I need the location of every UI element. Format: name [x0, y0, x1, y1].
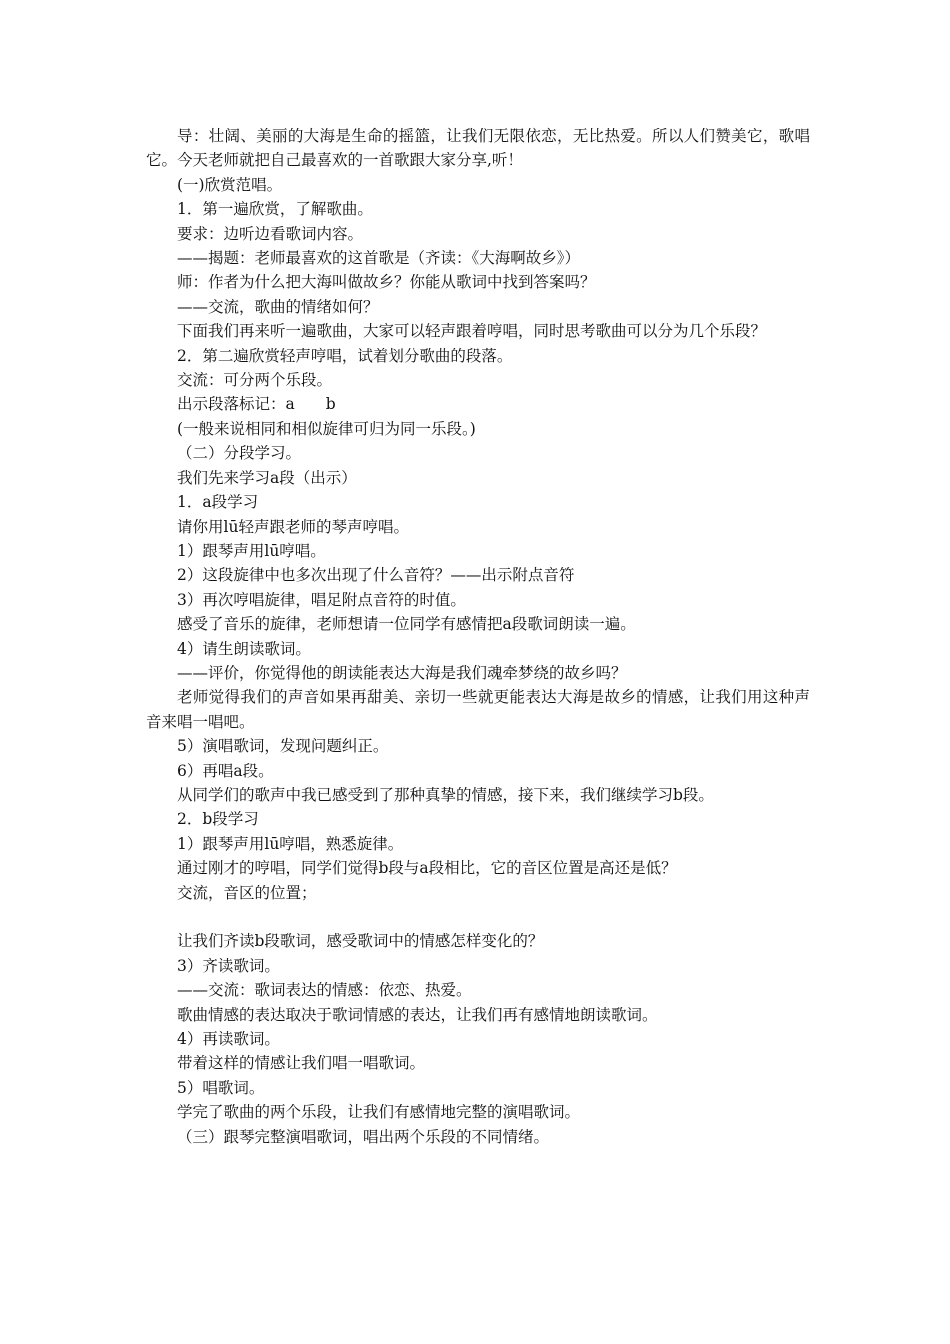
list-item: 4）再读歌词。 — [177, 1030, 280, 1049]
list-item: 1）跟琴声用lū哼唱，熟悉旋律。 — [177, 834, 404, 853]
paragraph: ——评价，你觉得他的朗读能表达大海是我们魂牵梦绕的故乡吗？ — [177, 663, 627, 682]
paragraph: 歌曲情感的表达取决于歌词情感的表达，让我们再有感情地朗读歌词。 — [177, 1005, 658, 1024]
paragraph: 2．第二遍欣赏轻声哼唱，试着划分歌曲的段落。 — [177, 346, 513, 365]
paragraph: 让我们齐读b段歌词，感受歌词中的情感怎样变化的？ — [177, 932, 544, 951]
paragraph: 我们先来学习a段（出示） — [177, 468, 357, 487]
list-item: 5）演唱歌词，发现问题纠正。 — [177, 737, 389, 756]
paragraph: 1．第一遍欣赏，了解歌曲。 — [177, 200, 373, 219]
paragraph: 下面我们再来听一遍歌曲，大家可以轻声跟着哼唱，同时思考歌曲可以分为几个乐段？ — [177, 322, 767, 341]
paragraph: 学完了歌曲的两个乐段，让我们有感情地完整的演唱歌词。 — [177, 1103, 581, 1122]
list-item: 1）跟琴声用lū哼唱。 — [177, 541, 326, 560]
paragraph: ——揭题：老师最喜欢的这首歌是（齐读：《大海啊故乡》） — [177, 249, 581, 268]
paragraph: 请你用lū轻声跟老师的琴声哼唱。 — [177, 517, 409, 536]
paragraph: 通过刚才的哼唱，同学们觉得b段与a段相比，它的音区位置是高还是低？ — [177, 859, 677, 878]
subsection-heading-a: 1．a段学习 — [177, 493, 259, 512]
list-item: 2）这段旋律中也多次出现了什么音符？——出示附点音符 — [177, 566, 575, 585]
paragraph: (一般来说相同和相似旋律可归为同一乐段。) — [177, 419, 476, 438]
paragraph: 感受了音乐的旋律，老师想请一位同学有感情把a段歌词朗读一遍。 — [177, 615, 636, 634]
document-body — [146, 124, 810, 1149]
list-item: 6）再唱a段。 — [177, 761, 274, 780]
paragraph: 交流，音区的位置； — [177, 883, 317, 902]
list-item: 3）再次哼唱旋律，唱足附点音符的时值。 — [177, 590, 466, 609]
paragraph: 老师觉得我们的声音如果再甜美、亲切一些就更能表达大海是故乡的情感，让我们用这种声音来唱一唱吧。 — [146, 688, 810, 731]
subsection-heading-b: 2．b段学习 — [177, 810, 259, 829]
paragraph: 出示段落标记：a b — [177, 395, 336, 414]
paragraph: 带着这样的情感让我们唱一唱歌词。 — [177, 1054, 426, 1073]
list-item: 4）请生朗读歌词。 — [177, 639, 311, 658]
paragraph: ——交流：歌词表达的情感：依恋、热爱。 — [177, 981, 472, 1000]
paragraph: 从同学们的歌声中我已感受到了那种真挚的情感，接下来，我们继续学习b段。 — [177, 785, 714, 804]
list-item: 5）唱歌词。 — [177, 1078, 265, 1097]
paragraph: ——交流，歌曲的情绪如何？ — [177, 297, 379, 316]
section-heading-3: （三）跟琴完整演唱歌词，唱出两个乐段的不同情绪。 — [177, 1127, 550, 1146]
paragraph: 交流：可分两个乐段。 — [177, 371, 333, 390]
blank-line — [146, 905, 810, 929]
paragraph-intro: 导：壮阔、美丽的大海是生命的摇篮，让我们无限依恋，无比热爱。所以人们赞美它，歌唱它。今天老师就把自己最喜欢的一首歌跟大家分享,听！ — [146, 127, 810, 170]
paragraph: 师：作者为什么把大海叫做故乡？你能从歌词中找到答案吗？ — [177, 273, 596, 292]
section-heading-1: (一)欣赏范唱。 — [177, 175, 283, 194]
paragraph: 要求：边听边看歌词内容。 — [177, 224, 364, 243]
section-heading-2: （二）分段学习。 — [177, 444, 302, 463]
list-item: 3）齐读歌词。 — [177, 956, 280, 975]
